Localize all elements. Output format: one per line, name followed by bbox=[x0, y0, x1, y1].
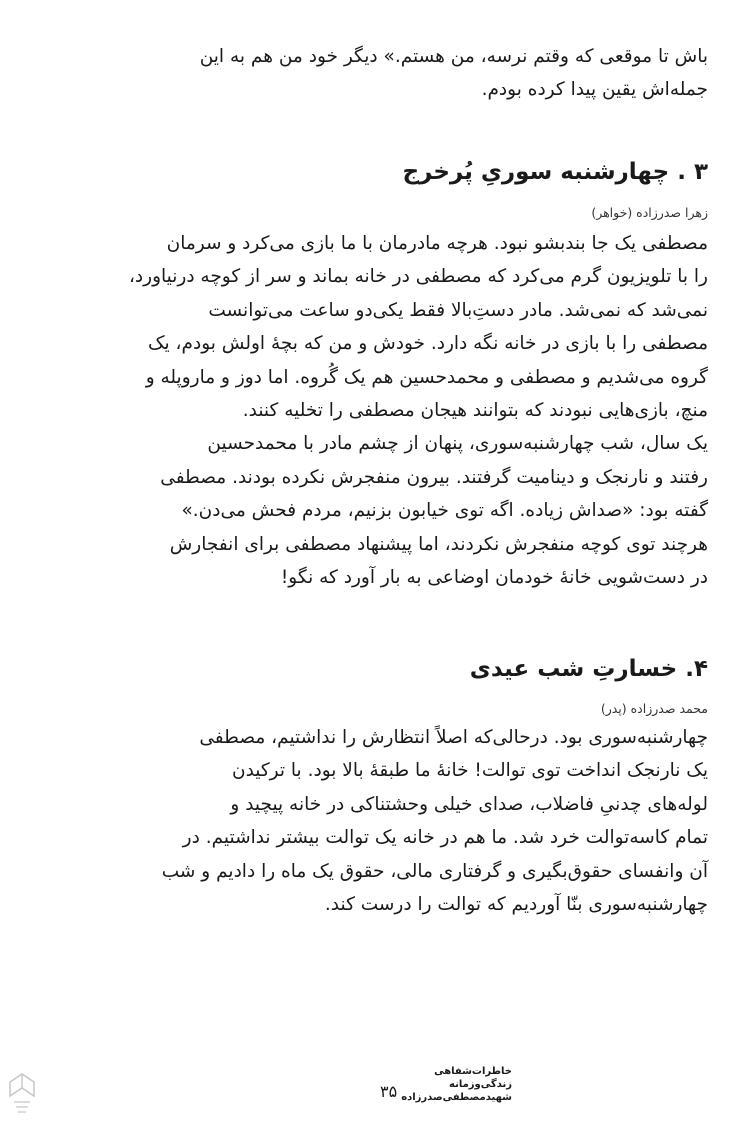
text-line: لوله‌های چدنیِ فاضلاب، صدای خیلی وحشتناکی در خانه پیچید و bbox=[230, 793, 708, 815]
section-4-body bbox=[48, 721, 708, 921]
intro-paragraph bbox=[48, 40, 708, 107]
text-line: مصطفی یک جا بندبشو نبود. هرچه مادرمان با ما بازی می‌کرد و سرمان bbox=[166, 233, 708, 254]
text-line: هرچند توی کوچه منفجرش نکردند، اما پیشنهاد مصطفی برای انفجارش bbox=[169, 533, 708, 555]
text-line: گروه می‌شدیم و مصطفی و محمدحسین هم یک گُروه. اما دوز و مارو‌پله و bbox=[145, 366, 708, 388]
page-number: ۳۵ bbox=[380, 1082, 398, 1101]
series-title-line: خاطرات‌شفاهی bbox=[434, 1066, 512, 1077]
series-title bbox=[401, 1065, 512, 1104]
text-line: باش تا موقعی که وقتم نرسه، من هستم.» دیگر خود من هم به این bbox=[199, 46, 708, 67]
text-line: مصطفی را با بازی در خانه نگه دارد. خودش و من که بچهٔ اولش بودم، یک bbox=[147, 333, 708, 355]
text-line: رفتند و نارنجک و دینامیت گرفتند. بیرون منفجرش نکرده بودند. مصطفی bbox=[160, 466, 708, 488]
text-line: منچ، بازی‌هایی نبودند که بتوانند هیجان مصطفی را تخلیه کنند. bbox=[242, 400, 708, 422]
text-line: چهارشنبه‌سوری بنّا آوردیم که توالت را درست کند. bbox=[324, 894, 708, 916]
section-4-byline: محمد صدرزاده (پدر) bbox=[600, 701, 708, 716]
section-3-body bbox=[48, 227, 708, 594]
series-title-line: زندگی‌وزمانه bbox=[449, 1079, 512, 1090]
text-line: چهارشنبه‌سوری بود. درحالی‌که اصلاً انتظارش را نداشتیم، مصطفی bbox=[199, 727, 708, 748]
text-line: تمام کاسه‌توالت خرد شد. ما هم در خانه یک توالت بیشتر نداشتیم. در bbox=[182, 827, 708, 849]
text-line: یک نارنجک انداخت توی توالت! خانهٔ ما طبقهٔ بالا بود. با ترکیدن bbox=[231, 760, 708, 782]
section-4-heading: ۴. خسارتِ شب عیدی bbox=[469, 656, 708, 682]
series-title-line: شهیدمصطفی‌صدرزاده bbox=[401, 1092, 512, 1103]
text-line: جمله‌اش یقین پیدا کرده بودم. bbox=[481, 79, 708, 101]
text-line: آن وانفسای حقوق‌بگیری و گرفتاری مالی، حقوق یک ماه را دادیم و شب bbox=[161, 860, 708, 882]
section-3-byline: زهرا صدرزاده (خواهر) bbox=[591, 205, 708, 220]
section-3-heading: ۳ . چهارشنبه سوریِ پُرخرج bbox=[402, 159, 708, 185]
text-line: گفته بود: «صداش زیاده. اگه توی خیابون بزنیم، مردم فحش می‌دن.» bbox=[181, 500, 708, 522]
text-line: نمی‌شد که نمی‌شد. مادر دستِ‌بالا فقط یکی‌دو ساعت می‌توانست bbox=[208, 299, 708, 321]
text-line: یک سال، شب چهارشنبه‌سوری، پنهان از چشم مادر با محمدحسین bbox=[207, 433, 708, 455]
text-line: در دست‌شویی خانهٔ خودمان اوضاعی به بار آورد که نگو! bbox=[280, 567, 708, 589]
text-line: را با تلویزیون گرم می‌کرد که مصطفی در خانه بماند و سر از کوچه درنیاورد، bbox=[128, 266, 708, 288]
library-watermark-icon bbox=[6, 1062, 38, 1118]
page-footer bbox=[0, 1060, 750, 1125]
